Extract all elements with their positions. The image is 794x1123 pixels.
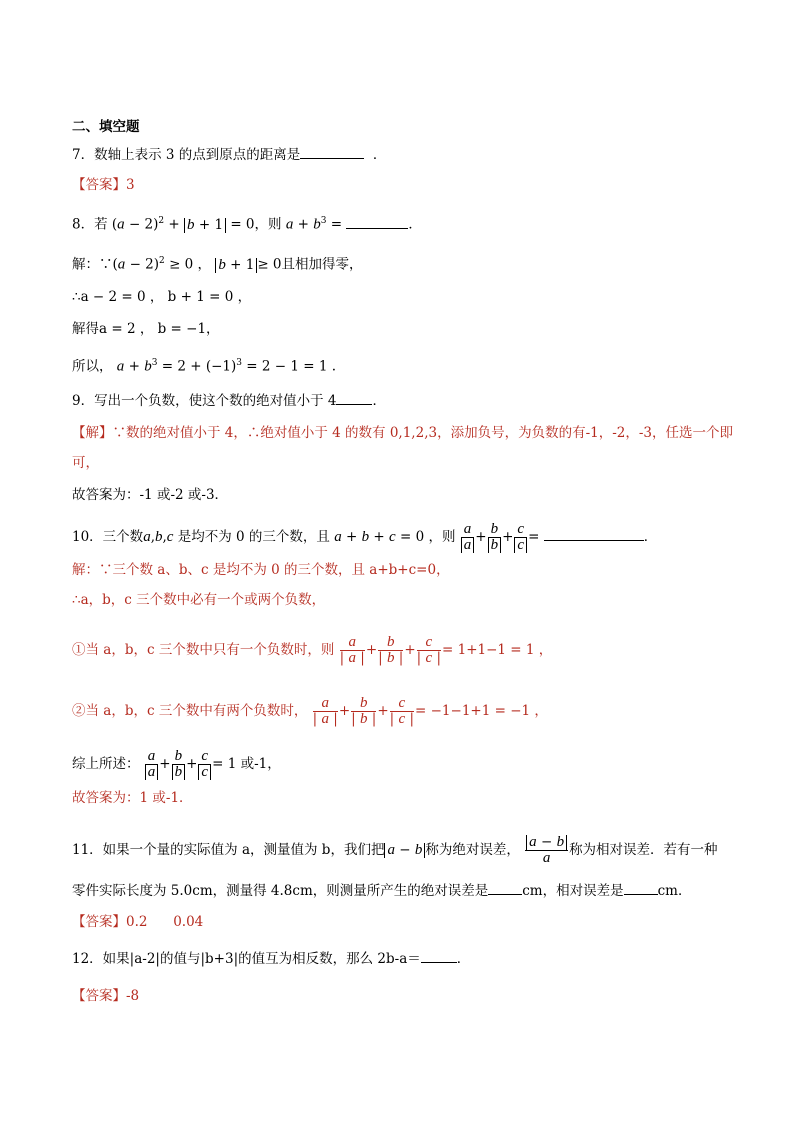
question-8: 8．若 $(a - 2)^2 + b + 1 = 0$，则 $a + b^3$ = ．	[72, 216, 422, 233]
final-answer-9: 故答案为：-1 或-2 或-3．	[72, 487, 229, 503]
answer-blank	[421, 950, 457, 963]
solution-9-cont: 可，	[72, 455, 99, 471]
final-answer-10: 故答案为：1 或-1．	[72, 790, 193, 806]
answer-11: 【答案】0.2 0.04	[72, 914, 204, 930]
solution-10-line2: ∴a，b，c 三个数中必有一个或两个负数，	[72, 592, 326, 608]
solution-8-line1: 解：∵(a − 2)$^2$ ≥ 0 ， b + 1 ≥ 0且相加得零，	[72, 256, 363, 273]
solution-10-line1: 解：∵三个数 a、b、c 是均不为 0 的三个数，且 a+b+c=0，	[72, 562, 450, 578]
answer-blank	[624, 882, 658, 895]
answer-blank	[336, 392, 372, 405]
answer-7: 【答案】3	[72, 177, 135, 193]
solution-9: 【解】∵数的绝对值小于 4，∴绝对值小于 4 的数有 0,1,2,3，添加负号，为负数的有-1，-2，-3，任选一个即	[72, 425, 734, 441]
answer-blank	[544, 528, 644, 541]
solution-10-case1: ①当 a，b，c 三个数中只有一个负数时，则 $\frac{a}{| a |}$ + $\frac{b}{| b |}$ + $\frac{c}{| c |}$ = 1+1−1 = 1 ，	[72, 634, 553, 666]
solution-8-line4: 所以， $a + b^3 = 2 + (-1)^3 = 2 - 1 = 1$ .	[72, 358, 337, 375]
question-9: 9．写出一个负数，使这个数的绝对值小于 4 ．	[72, 393, 386, 409]
section-title: 二、填空题	[72, 119, 140, 135]
question-11-cont: 零件实际长度为 5.0cm，测量得 4.8cm，则测量所产生的绝对误差是 cm，相对误差是 cm．	[72, 883, 692, 899]
question-12: 12．如果|a-2|的值与|b+3|的值互为相反数，那么 2b-a＝ ．	[72, 951, 471, 967]
question-10: 10．三个数a,b,c 是均不为 0 的三个数，且 a + b + c = 0 ，则 $\frac{a}{a}$ + $\frac{b}{b}$ + $\frac{c}{c}$ = ．	[72, 521, 658, 553]
answer-blank	[488, 882, 522, 895]
solution-10-summary: 综上所述： $\frac{a}{a}$ + $\frac{b}{b}$ + $\frac{c}{c}$ = 1 或-1，	[72, 748, 281, 780]
answer-12: 【答案】-8	[72, 988, 140, 1004]
answer-blank	[300, 146, 364, 159]
solution-8-line2: ∴a − 2 = 0 ， b + 1 = 0 ，	[72, 289, 252, 305]
question-7: 7．数轴上表示 3 的点到原点的距离是 ．	[72, 147, 387, 163]
solution-10-case2: ②当 a，b，c 三个数中有两个负数时， $\frac{a}{| a |}$ + $\frac{b}{| b |}$ + $\frac{c}{| c |}$ = −1−1+1 = −1 ，	[72, 695, 548, 727]
answer-blank	[346, 216, 408, 229]
question-11: 11．如果一个量的实际值为 a，测量值为 b，我们把 a − b 称为绝对误差， $\frac{a - b}{a}$ 称为相对误差．若有一种	[72, 834, 718, 866]
solution-8-line3: 解得a = 2 ， b = −1，	[72, 321, 220, 337]
